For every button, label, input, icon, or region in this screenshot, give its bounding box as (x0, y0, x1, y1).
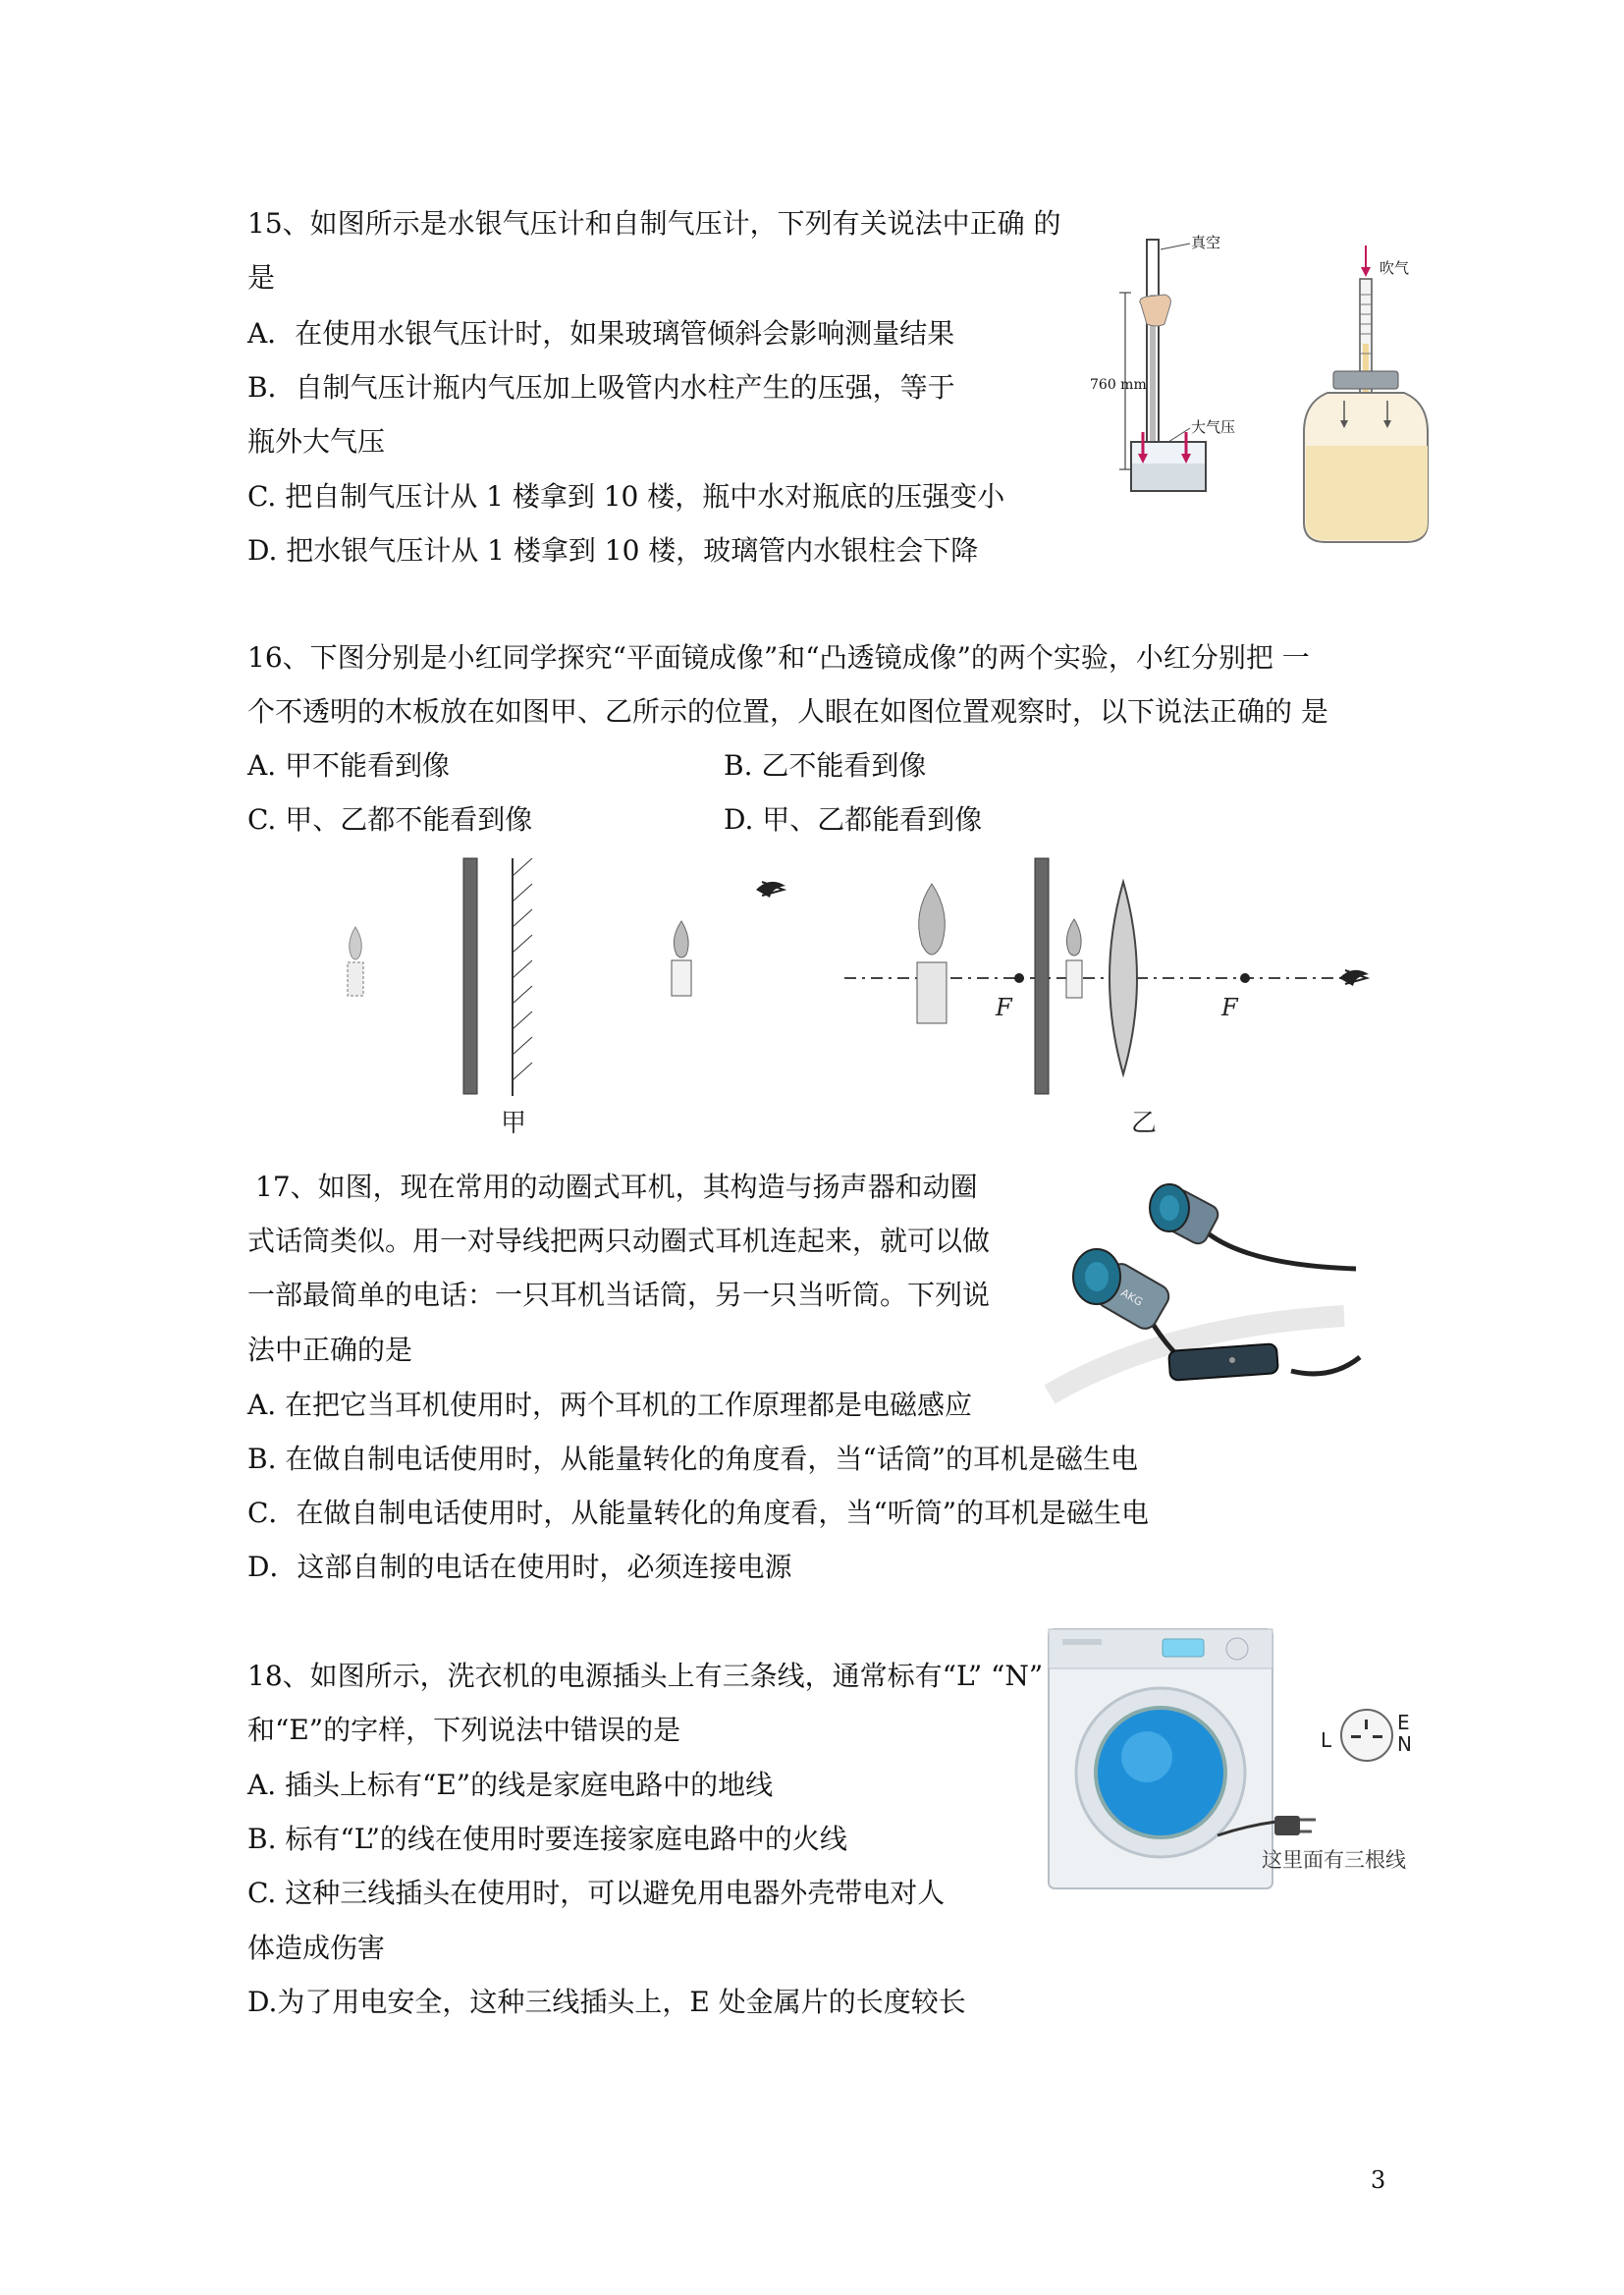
barometer-figure (1090, 234, 1453, 550)
label-yi: 乙 (1131, 1109, 1158, 1138)
board-yi (1035, 858, 1049, 1094)
washing-machine-figure (1041, 1625, 1453, 1900)
q16-stem-line1: 16、下图分别是小红同学探究“平面镜成像”和“凸透镜成像”的两个实验，小红分别把 一 (247, 641, 1310, 674)
plug-face-diagram (1341, 1710, 1392, 1761)
q15-option-c: C. 把自制气压计从 1 楼拿到 10 楼，瓶中水对瓶底的压强变小 (247, 480, 1005, 513)
q15-stem-line2: 是 (247, 261, 276, 294)
q18-stem-line1: 18、如图所示，洗衣机的电源插头上有三条线，通常标有“L” “N” (247, 1660, 1044, 1692)
q15-stem-line1: 15、如图所示是水银气压计和自制气压计，下列有关说法中正确 的 (247, 207, 1061, 240)
q17-stem-line1: 17、如图，现在常用的动圈式耳机，其构造与扬声器和动圈 (255, 1171, 978, 1203)
focus-label-1: F (996, 994, 1012, 1021)
q16-option-c: C. 甲、乙都不能看到像 (247, 803, 533, 836)
height-label: 760 mm (1090, 377, 1147, 393)
q17-option-a: A. 在把它当耳机使用时，两个耳机的工作原理都是电磁感应 (247, 1389, 973, 1421)
q16-option-a: A. 甲不能看到像 (247, 749, 451, 782)
q18-option-b: B. 标有“L”的线在使用时要连接家庭电路中的火线 (247, 1823, 847, 1855)
label-jia: 甲 (501, 1109, 527, 1138)
candle-middle (672, 921, 691, 996)
q18-stem-line2: 和“E”的字样，下列说法中错误的是 (247, 1714, 681, 1746)
earphone-cable-1 (1199, 1226, 1356, 1269)
convex-lens (1110, 882, 1137, 1074)
q16-option-b: B. 乙不能看到像 (724, 749, 927, 782)
atm-label: 大气压 (1191, 418, 1236, 436)
q15-option-b-line2: 瓶外大气压 (247, 425, 386, 458)
candle-left (348, 927, 363, 996)
q15-option-b-line1: B．自制气压计瓶内气压加上吸管内水柱产生的压强，等于 (247, 371, 955, 404)
q17-stem-line3: 一部最简单的电话：一只耳机当话筒，另一只当听筒。下列说 (247, 1279, 991, 1311)
washing-machine (1049, 1629, 1272, 1888)
brand-label: AKG (1118, 1285, 1146, 1309)
plug-label-n: N (1397, 1732, 1412, 1756)
plug-caption: 这里面有三根线 (1262, 1848, 1406, 1872)
q18-option-d: D.为了用电安全，这种三线插头上，E 处金属片的长度较长 (247, 1986, 966, 2018)
q18-option-c-line1: C. 这种三线插头在使用时，可以避免用电器外壳带电对人 (247, 1877, 946, 1909)
focus-label-2: F (1221, 994, 1238, 1021)
homemade-barometer (1304, 246, 1428, 542)
q17-option-c: C．在做自制电话使用时，从能量转化的角度看，当“听筒”的耳机是磁生电 (247, 1497, 1150, 1529)
q17-option-d: D．这部自制的电话在使用时，必须连接电源 (247, 1551, 792, 1583)
candle-large (917, 884, 947, 1023)
q18-option-a: A. 插头上标有“E”的线是家庭电路中的地线 (247, 1769, 774, 1801)
inline-remote (1168, 1343, 1278, 1381)
q15-option-d: D. 把水银气压计从 1 楼拿到 10 楼，玻璃管内水银柱会下降 (247, 534, 979, 567)
earphone-figure (1046, 1178, 1360, 1424)
eye-icon-yi (1339, 970, 1369, 986)
page-number: 3 (1371, 2166, 1386, 2194)
earphone-lower (1073, 1249, 1173, 1333)
board-jia (463, 858, 477, 1094)
q17-stem-line4: 法中正确的是 (247, 1334, 413, 1366)
mercury-barometer (1119, 240, 1206, 491)
plane-mirror (513, 858, 532, 1096)
q17-stem-line2: 式话筒类似。用一对导线把两只动圈式耳机连起来，就可以做 (247, 1225, 991, 1257)
mirror-lens-figure (324, 856, 1414, 1151)
plug-label-e: E (1397, 1711, 1410, 1734)
plug-label-l: L (1321, 1728, 1332, 1752)
three-pin-plug (1274, 1816, 1316, 1835)
candle-small (1066, 919, 1082, 998)
eye-icon-jia (756, 882, 785, 898)
q18-option-c-line2: 体造成伤害 (247, 1932, 386, 1964)
earphone-cable-3 (1291, 1357, 1360, 1374)
q16-option-d: D. 甲、乙都能看到像 (724, 803, 983, 836)
blow-label: 吹气 (1380, 259, 1410, 277)
q16-stem-line2: 个不透明的木板放在如图甲、乙所示的位置，人眼在如图位置观察时，以下说法正确的 是 (247, 695, 1328, 728)
q15-option-a: A．在使用水银气压计时，如果玻璃管倾斜会影响测量结果 (247, 317, 955, 350)
vacuum-label: 真空 (1191, 234, 1221, 251)
q17-option-b: B. 在做自制电话使用时，从能量转化的角度看，当“话筒”的耳机是磁生电 (247, 1443, 1139, 1475)
